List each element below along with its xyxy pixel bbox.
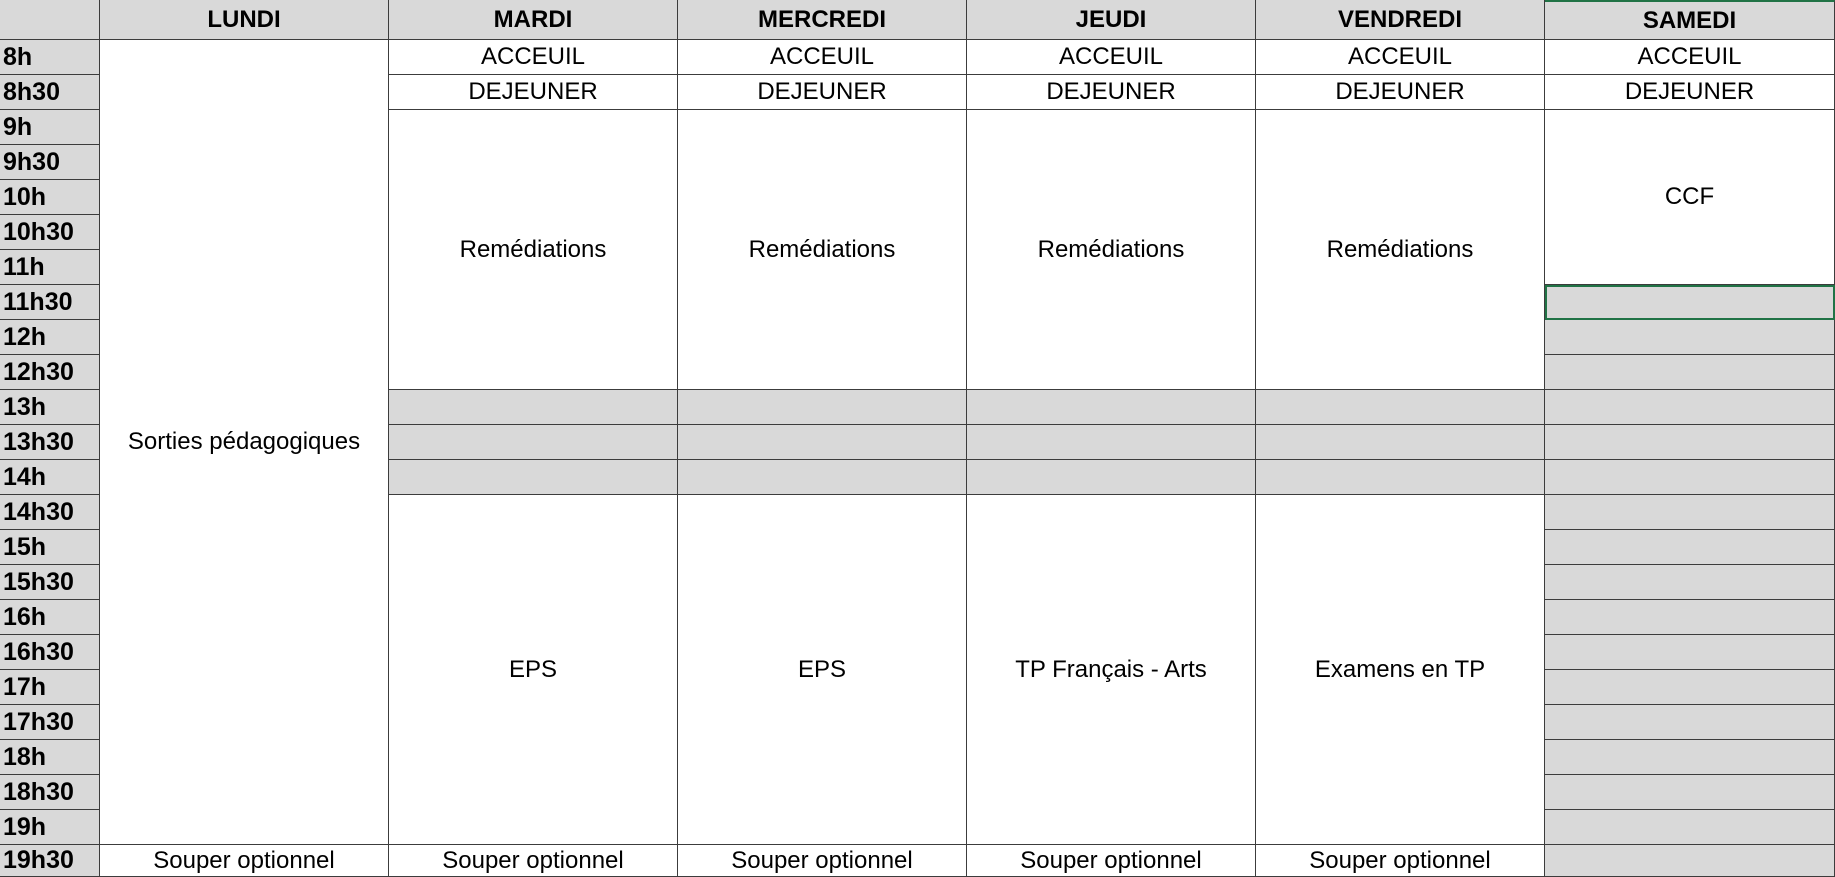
vendredi-empty-cell[interactable]	[1256, 390, 1545, 425]
vendredi-examens-tp-cell[interactable]: Examens en TP	[1256, 495, 1545, 845]
day-header-mardi[interactable]: MARDI	[389, 0, 678, 40]
mercredi-dejeuner-cell[interactable]: DEJEUNER	[678, 75, 967, 110]
samedi-accueil-cell[interactable]: ACCEUIL	[1545, 40, 1835, 75]
samedi-empty-cell[interactable]	[1545, 635, 1835, 670]
samedi-empty-cell[interactable]	[1545, 425, 1835, 460]
time-label[interactable]: 17h	[0, 670, 100, 705]
samedi-empty-cell[interactable]	[1545, 565, 1835, 600]
time-label[interactable]: 19h30	[0, 845, 100, 877]
mercredi-empty-cell[interactable]	[678, 425, 967, 460]
time-label[interactable]: 15h	[0, 530, 100, 565]
jeudi-empty-cell[interactable]	[967, 460, 1256, 495]
vendredi-remediations-cell[interactable]: Remédiations	[1256, 110, 1545, 390]
mercredi-remediations-cell[interactable]: Remédiations	[678, 110, 967, 390]
time-label[interactable]: 15h30	[0, 565, 100, 600]
vendredi-empty-cell[interactable]	[1256, 425, 1545, 460]
vendredi-souper-cell[interactable]: Souper optionnel	[1256, 845, 1545, 877]
corner-cell[interactable]	[0, 0, 100, 40]
mercredi-empty-cell[interactable]	[678, 390, 967, 425]
time-label[interactable]: 17h30	[0, 705, 100, 740]
time-label[interactable]: 11h30	[0, 285, 100, 320]
samedi-empty-cell[interactable]	[1545, 320, 1835, 355]
time-label[interactable]: 14h30	[0, 495, 100, 530]
mercredi-souper-cell[interactable]: Souper optionnel	[678, 845, 967, 877]
jeudi-accueil-cell[interactable]: ACCEUIL	[967, 40, 1256, 75]
day-header-lundi[interactable]: LUNDI	[100, 0, 389, 40]
lundi-souper-cell[interactable]: Souper optionnel	[100, 845, 389, 877]
vendredi-dejeuner-cell[interactable]: DEJEUNER	[1256, 75, 1545, 110]
time-label[interactable]: 11h	[0, 250, 100, 285]
mardi-empty-cell[interactable]	[389, 460, 678, 495]
mardi-accueil-cell[interactable]: ACCEUIL	[389, 40, 678, 75]
samedi-empty-cell[interactable]	[1545, 600, 1835, 635]
time-label[interactable]: 10h30	[0, 215, 100, 250]
time-label[interactable]: 16h	[0, 600, 100, 635]
time-label[interactable]: 18h	[0, 740, 100, 775]
time-label[interactable]: 13h	[0, 390, 100, 425]
mardi-remediations-cell[interactable]: Remédiations	[389, 110, 678, 390]
jeudi-empty-cell[interactable]	[967, 425, 1256, 460]
samedi-empty-cell[interactable]	[1545, 460, 1835, 495]
jeudi-dejeuner-cell[interactable]: DEJEUNER	[967, 75, 1256, 110]
samedi-empty-cell[interactable]	[1545, 810, 1835, 845]
mardi-souper-cell[interactable]: Souper optionnel	[389, 845, 678, 877]
day-header-jeudi[interactable]: JEUDI	[967, 0, 1256, 40]
samedi-empty-cell[interactable]	[1545, 390, 1835, 425]
time-label[interactable]: 12h30	[0, 355, 100, 390]
lundi-sorties-pedagogiques-cell[interactable]: Sorties pédagogiques	[100, 40, 389, 845]
jeudi-souper-cell[interactable]: Souper optionnel	[967, 845, 1256, 877]
time-label[interactable]: 9h30	[0, 145, 100, 180]
samedi-empty-cell[interactable]	[1545, 705, 1835, 740]
day-header-mercredi[interactable]: MERCREDI	[678, 0, 967, 40]
time-label[interactable]: 19h	[0, 810, 100, 845]
samedi-empty-cell[interactable]	[1545, 775, 1835, 810]
samedi-empty-cell[interactable]	[1545, 670, 1835, 705]
samedi-dejeuner-cell[interactable]: DEJEUNER	[1545, 75, 1835, 110]
time-label[interactable]: 14h	[0, 460, 100, 495]
jeudi-tp-francais-arts-cell[interactable]: TP Français - Arts	[967, 495, 1256, 845]
mercredi-accueil-cell[interactable]: ACCEUIL	[678, 40, 967, 75]
mardi-empty-cell[interactable]	[389, 390, 678, 425]
time-label[interactable]: 8h	[0, 40, 100, 75]
vendredi-accueil-cell[interactable]: ACCEUIL	[1256, 40, 1545, 75]
mardi-empty-cell[interactable]	[389, 425, 678, 460]
day-header-samedi[interactable]: SAMEDI	[1545, 0, 1835, 40]
time-label[interactable]: 12h	[0, 320, 100, 355]
selected-cell[interactable]	[1545, 285, 1835, 320]
samedi-empty-cell[interactable]	[1545, 495, 1835, 530]
samedi-empty-cell[interactable]	[1545, 740, 1835, 775]
time-label[interactable]: 13h30	[0, 425, 100, 460]
mercredi-eps-cell[interactable]: EPS	[678, 495, 967, 845]
day-header-vendredi[interactable]: VENDREDI	[1256, 0, 1545, 40]
samedi-empty-cell[interactable]	[1545, 530, 1835, 565]
mardi-dejeuner-cell[interactable]: DEJEUNER	[389, 75, 678, 110]
samedi-ccf-cell[interactable]: CCF	[1545, 110, 1835, 285]
vendredi-empty-cell[interactable]	[1256, 460, 1545, 495]
time-label[interactable]: 10h	[0, 180, 100, 215]
mardi-eps-cell[interactable]: EPS	[389, 495, 678, 845]
jeudi-remediations-cell[interactable]: Remédiations	[967, 110, 1256, 390]
time-label[interactable]: 8h30	[0, 75, 100, 110]
time-label[interactable]: 18h30	[0, 775, 100, 810]
time-label[interactable]: 9h	[0, 110, 100, 145]
jeudi-empty-cell[interactable]	[967, 390, 1256, 425]
samedi-empty-cell[interactable]	[1545, 355, 1835, 390]
samedi-empty-cell[interactable]	[1545, 845, 1835, 877]
time-label[interactable]: 16h30	[0, 635, 100, 670]
mercredi-empty-cell[interactable]	[678, 460, 967, 495]
